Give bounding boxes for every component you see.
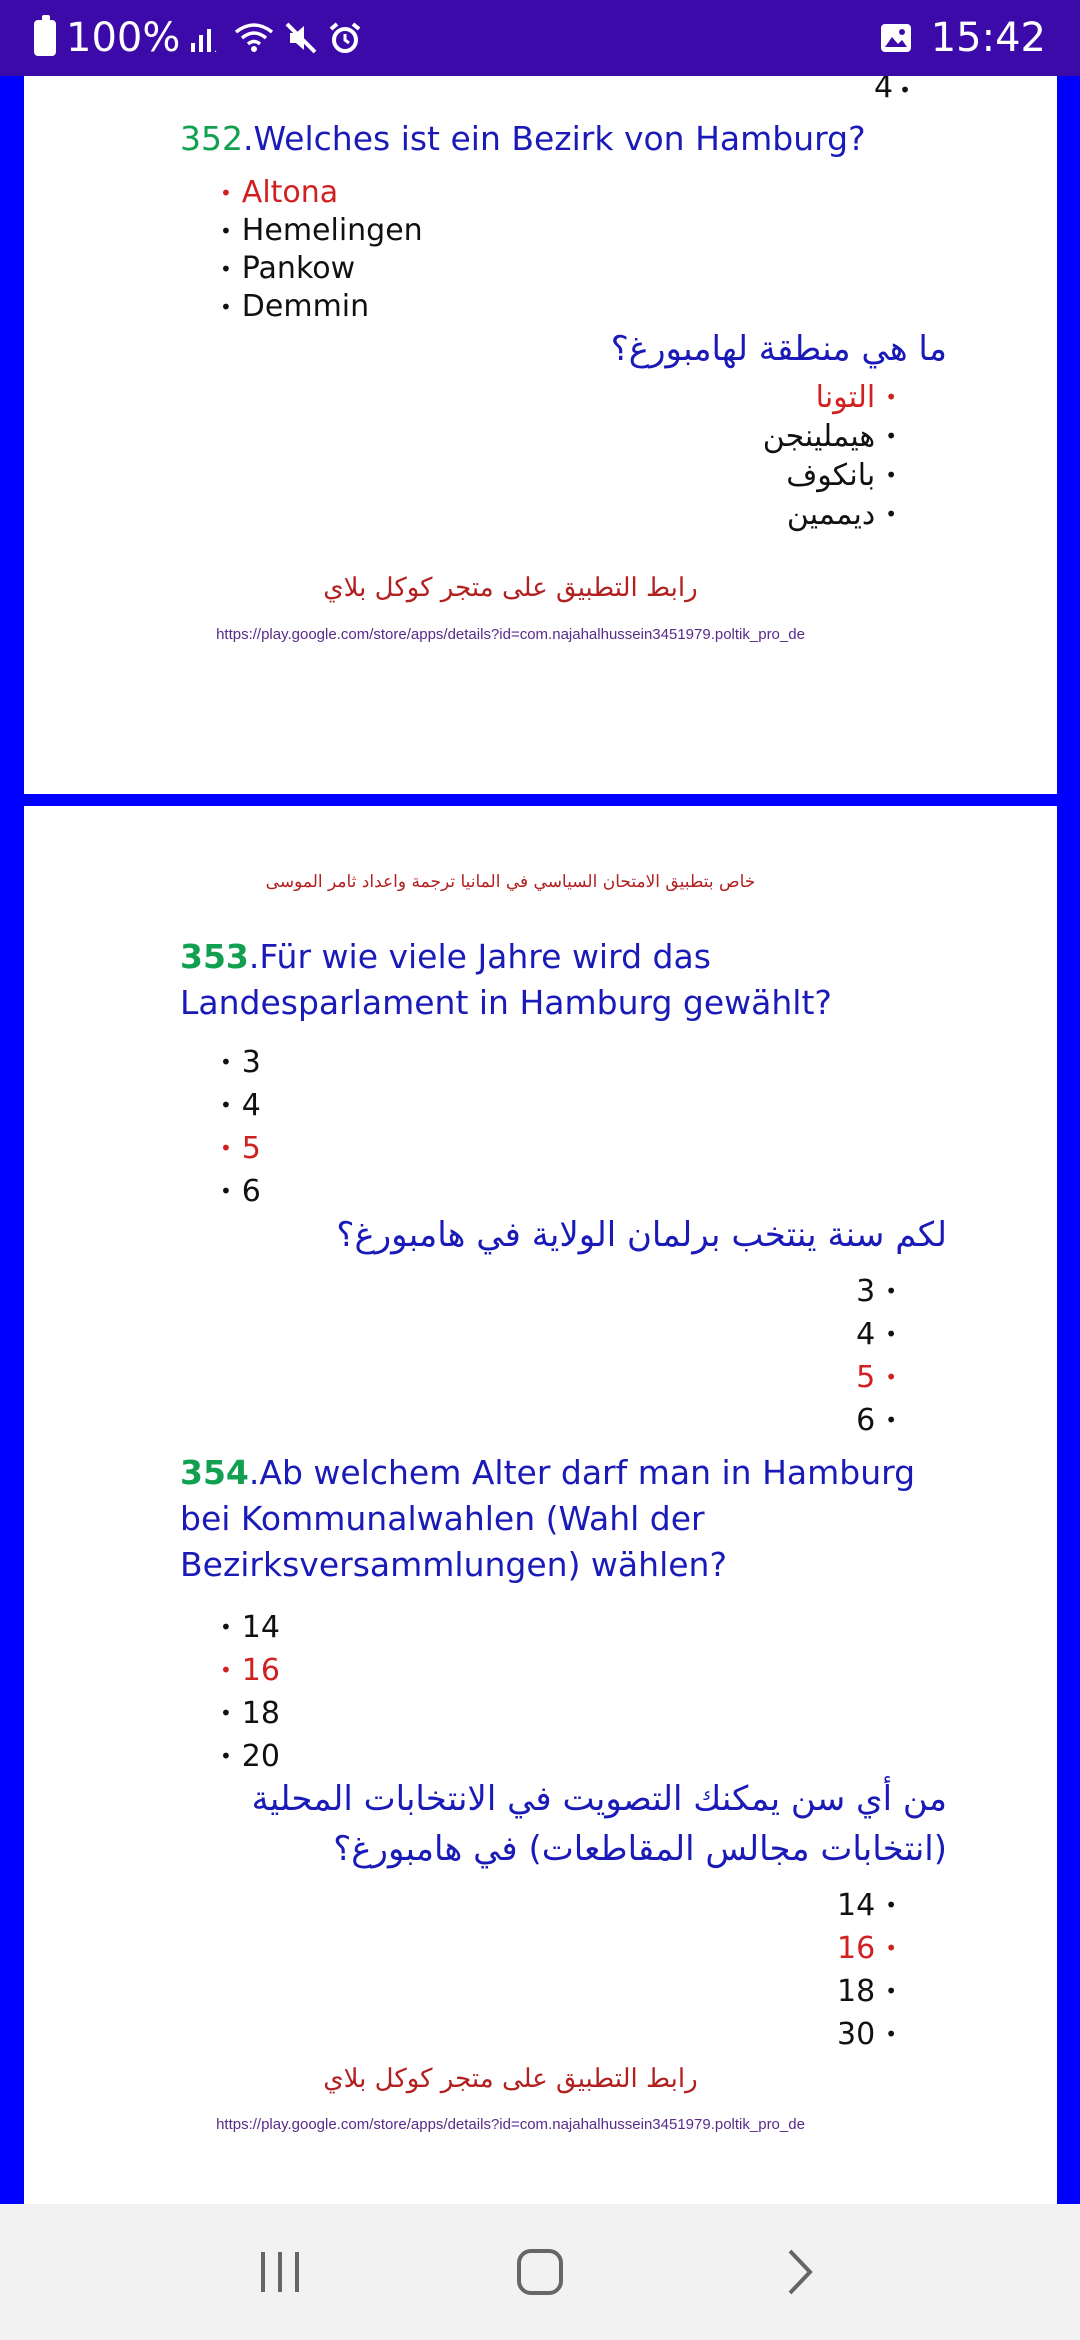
list-item: • 20 [220, 1735, 280, 1778]
home-button[interactable] [495, 2227, 585, 2317]
status-bar [0, 0, 1080, 76]
question-text: .Welches ist ein Bezirk von Hamburg? [243, 119, 866, 158]
list-item: • 16 [837, 1927, 897, 1970]
mute-icon [284, 21, 318, 55]
app-link-label: رابط التطبيق على متجر كوكل بلاي [323, 2064, 698, 2094]
list-item-number: 4 • [874, 76, 911, 105]
list-item: • 14 [837, 1884, 897, 1927]
list-item: • Pankow [220, 250, 423, 288]
list-item: • هيملينجن [763, 417, 897, 456]
arabic-line: (انتخابات مجالس المقاطعات) في هامبورغ؟ [333, 1829, 947, 1869]
app-store-link[interactable]: https://play.google.com/store/apps/details?id=com.najahalhussein3451979.poltik_pro_de [216, 2116, 805, 2133]
question-text: Bezirksversammlungen) wählen? [180, 1545, 727, 1584]
list-item: • التونا [763, 378, 897, 417]
image-notification-icon [879, 22, 913, 54]
question-number: 353 [180, 937, 249, 976]
answer-list-ar [856, 1270, 897, 1442]
question-number: 352 [180, 119, 243, 158]
question-number: 354 [180, 1453, 249, 1492]
app-link-label: رابط التطبيق على متجر كوكل بلاي [323, 573, 698, 603]
question-352-title [180, 116, 866, 162]
list-item: • Altona [220, 174, 423, 212]
list-item: • 14 [220, 1606, 280, 1649]
app-store-link[interactable]: https://play.google.com/store/apps/details?id=com.najahalhussein3451979.poltik_pro_de [216, 626, 805, 643]
answer-list-ar [837, 1884, 897, 2056]
list-item: • 4 [856, 1313, 897, 1356]
arabic-line: من أي سن يمكنك التصويت في الانتخابات المحلية [251, 1779, 947, 1819]
list-item: • Demmin [220, 288, 423, 326]
answer-list-de [220, 1041, 261, 1213]
answer-list-ar [763, 378, 897, 534]
answer-list-de [220, 1606, 280, 1778]
question-text: Landesparlament in Hamburg gewählt? [180, 983, 832, 1022]
list-item: • 30 [837, 2013, 897, 2056]
question-text: .Für wie viele Jahre wird das [248, 937, 711, 976]
battery-percentage: 100% [66, 15, 181, 61]
home-icon [515, 2247, 565, 2297]
clock: 15:42 [930, 15, 1046, 61]
question-text: .Ab welchem Alter darf man in Hamburg [248, 1453, 916, 1492]
list-item: • 18 [220, 1692, 280, 1735]
list-item: • 4 [220, 1084, 261, 1127]
list-item: • ديممين [763, 495, 897, 534]
list-item: • بانكوف [763, 456, 897, 495]
page-header-note: خاص بتطبيق الامتحان السياسي في المانيا ترجمة واعداد ثامر الموسى [265, 872, 756, 892]
list-item: • 18 [837, 1970, 897, 2013]
question-353-title [180, 934, 832, 1026]
recent-apps-button[interactable] [235, 2227, 325, 2317]
list-item: • 3 [220, 1041, 261, 1084]
list-item: • 6 [856, 1399, 897, 1442]
wifi-icon [234, 22, 274, 54]
list-item: • 3 [856, 1270, 897, 1313]
list-item: • Hemelingen [220, 212, 423, 250]
navigation-bar [0, 2204, 1080, 2340]
question-353-arabic: لكم سنة ينتخب برلمان الولاية في هامبورغ؟ [336, 1215, 947, 1255]
svg-text:.: . [214, 44, 218, 53]
signal-icon [190, 23, 224, 53]
chevron-right-icon [780, 2247, 820, 2297]
list-item: • 5 [220, 1127, 261, 1170]
question-354-title [180, 1450, 915, 1588]
question-354-arabic [252, 1774, 947, 1874]
recent-apps-icon [255, 2250, 305, 2294]
battery-icon [34, 20, 56, 56]
question-text: bei Kommunalwahlen (Wahl der [180, 1499, 705, 1538]
document-page-2[interactable] [24, 806, 1057, 2204]
document-page-1[interactable] [24, 76, 1057, 794]
question-352-arabic: ما هي منطقة لهامبورغ؟ [610, 329, 947, 369]
back-button[interactable] [755, 2227, 845, 2317]
answer-list-de [220, 174, 423, 326]
list-item: • 6 [220, 1170, 261, 1213]
alarm-icon [328, 21, 362, 55]
list-item: • 16 [220, 1649, 280, 1692]
list-item: • 5 [856, 1356, 897, 1399]
